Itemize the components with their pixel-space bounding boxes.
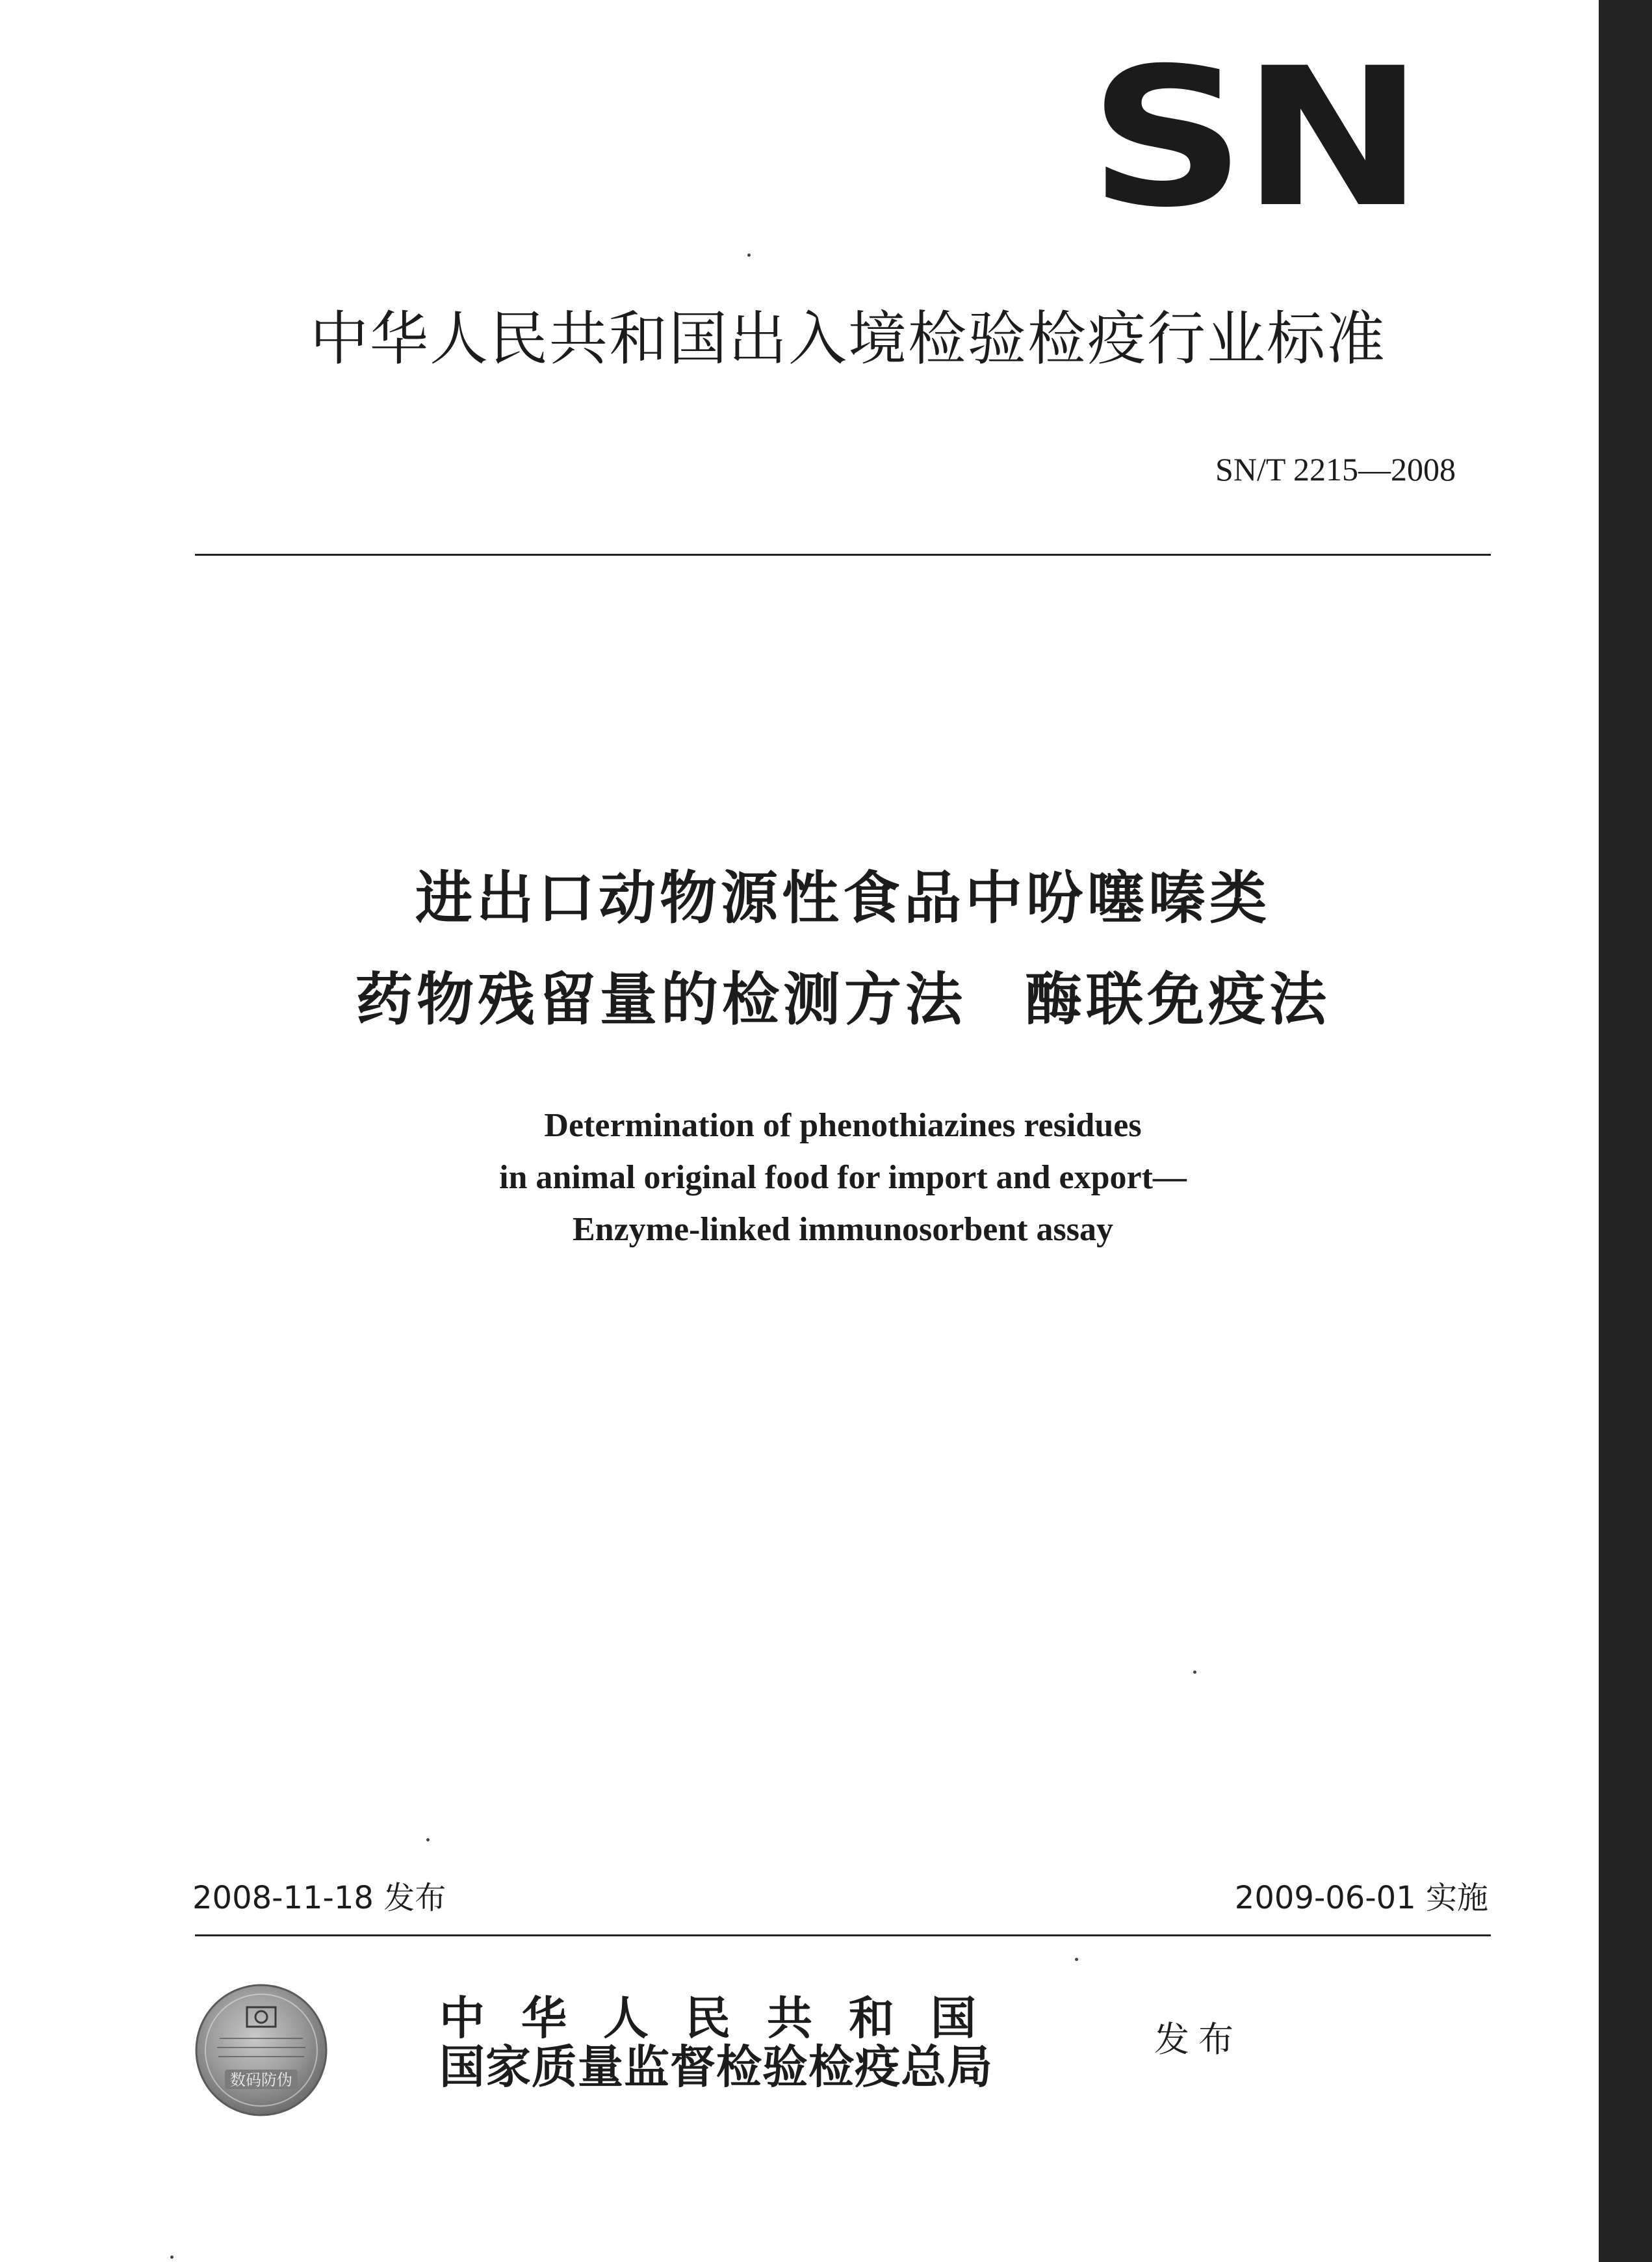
chinese-title-main: 药物残留量的检测方法 [355, 966, 966, 1033]
chinese-title-line-2 [195, 961, 1491, 1039]
scan-edge-band [1599, 0, 1652, 2262]
publisher-line-2: 国家质量监督检验检疫总局 [439, 2040, 993, 2094]
standard-title: 中华人民共和国出入境检验检疫行业标准 [310, 305, 1386, 373]
sn-logo: SN [1089, 27, 1420, 250]
scan-speck [170, 2256, 174, 2259]
publish-verb: 发布 [1154, 2019, 1243, 2060]
anti-counterfeit-seal [194, 1982, 329, 2118]
scan-speck [426, 1838, 430, 1841]
seal-text: 数码防伪 [230, 2071, 292, 2089]
scan-speck [747, 254, 751, 257]
implementation-date: 2009-06-01 实施 [1234, 1880, 1488, 1916]
top-divider [195, 554, 1491, 556]
english-title-line-3: Enzyme-linked immunosorbent assay [572, 1211, 1114, 1248]
english-title-line-2: in animal original food for import and export— [499, 1159, 1187, 1196]
issue-date: 2008-11-18 发布 [192, 1880, 446, 1916]
chinese-title-method: 酶联免疫法 [1025, 966, 1331, 1033]
scan-speck [1193, 1670, 1196, 1674]
seal-graphic [194, 1982, 329, 2118]
english-title-line-1: Determination of phenothiazines residues [544, 1107, 1142, 1144]
publisher-line-1: 中华人民共和国 [439, 1991, 1013, 2045]
scan-speck [1075, 1958, 1078, 1961]
chinese-title-line-1: 进出口动物源性食品中吩噻嗪类 [415, 864, 1271, 931]
standard-code: SN/T 2215—2008 [1215, 451, 1456, 488]
bottom-divider [195, 1934, 1491, 1936]
